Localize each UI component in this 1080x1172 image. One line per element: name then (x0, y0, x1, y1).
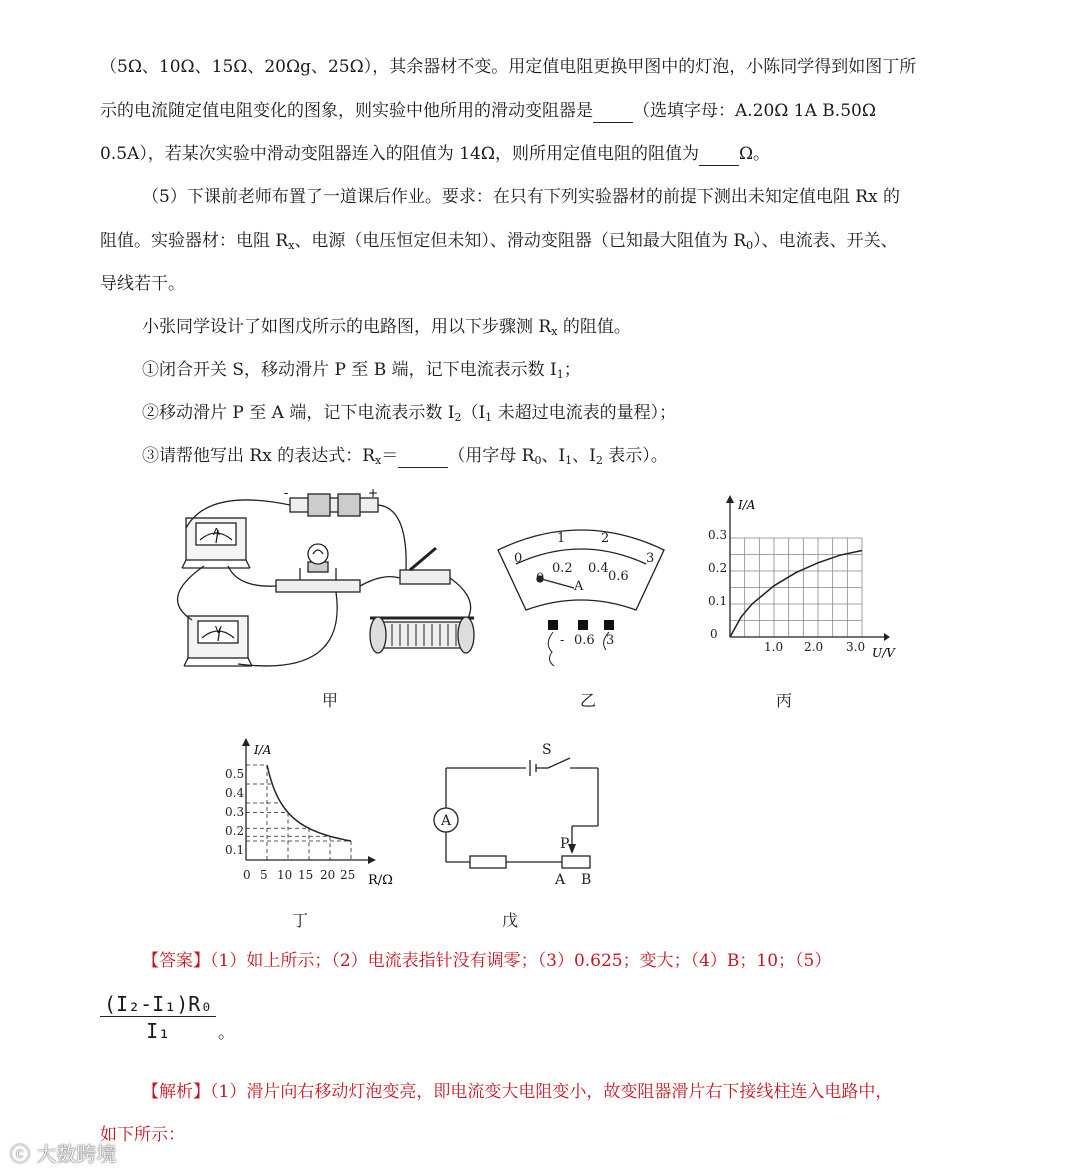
step-3: ③请帮他写出 Rx 的表达式：$R_x=$ （用字母 $R_0$、$I_1$、$I_2$ 表示）。 (142, 446, 668, 467)
para1-line1: （5Ω、10Ω、15Ω、20Ωg、25Ω），其余器材不变。用定值电阻更换甲图中的灯泡，小陈同学得到如图丁所 (100, 57, 917, 77)
caption-jia: 甲 (322, 691, 339, 710)
ding-ytick-02: 0.2 (225, 824, 245, 838)
answer-fraction (100, 992, 216, 1043)
yi-small-06: 0.6 (608, 569, 629, 584)
ding-xtick-20: 20 (320, 868, 336, 882)
caption-ding: 丁 (292, 911, 309, 930)
bing-xlabel: U/V (872, 646, 895, 660)
ding-ytick-05: 0.5 (225, 767, 245, 781)
watermark: ⓒ 大数跨境 (10, 1142, 117, 1166)
wu-end-a-label: A (555, 872, 566, 888)
watermark-icon: ⓒ (10, 1142, 30, 1166)
step-1: ①闭合开关 S，移动滑片 P 至 B 端，记下电流表示数 $I_1$； (142, 360, 581, 381)
para1-line2: 示的电流随定值电阻变化的图象，则实验中他所用的滑动变阻器是 （选填字母：A.20Ω 1A B.50Ω (100, 101, 876, 121)
yi-small-0: 0 (536, 571, 545, 586)
wu-ammeter-label: A (441, 813, 452, 829)
jia-minus-label: - (284, 486, 289, 500)
ding-ylabel: I/A (254, 743, 272, 757)
answer-blank-3 (398, 445, 448, 468)
wu-end-b-label: B (581, 872, 592, 888)
caption-bing: 丙 (776, 691, 793, 710)
ding-xlabel: R/Ω (368, 873, 393, 888)
figure-wu-circuit (430, 738, 610, 888)
jia-ammeter-label: A (213, 527, 220, 538)
yi-terminal-06: 0.6 (574, 633, 595, 648)
bing-ylabel: I/A (738, 498, 756, 512)
para2-line1: （5）下课前老师布置了一道课后作业。要求：在只有下列实验器材的前提下测出未知定值电阻 Rx 的 (142, 187, 901, 207)
yi-unit-label: A (574, 579, 584, 594)
caption-yi: 乙 (580, 691, 597, 710)
figure-ding-chart (222, 738, 402, 888)
answer-blank-1 (593, 100, 633, 123)
figure-bing-chart (700, 495, 895, 665)
bing-xtick-1: 1.0 (764, 640, 784, 654)
jia-voltmeter-label: V (215, 625, 222, 636)
fraction-numerator: (I₂-I₁)R₀ (100, 992, 216, 1017)
yi-tick-2: 2 (601, 531, 610, 546)
answer-blank-2 (699, 143, 739, 166)
bing-ytick-02: 0.2 (708, 561, 728, 575)
yi-tick-3: 3 (646, 551, 655, 566)
ding-xtick-5: 5 (260, 868, 268, 882)
para2-line3: 导线若干。 (100, 274, 185, 294)
step-2: ②移动滑片 P 至 A 端，记下电流表示数 $I_2(I_1$ 未超过电流表的量程）； (142, 403, 677, 424)
yi-tick-1: 1 (557, 531, 566, 546)
bing-series-line (730, 551, 862, 638)
jia-plus-label: + (368, 486, 379, 500)
para1-line3: 0.5A），若某次实验中滑动变阻器连入的阻值为 14Ω，则所用定值电阻的阻值为 Ω。 (100, 144, 771, 164)
ding-ytick-01: 0.1 (225, 843, 245, 857)
para2-line2: 阻值。实验器材：电阻 $R_x$、电源（电压恒定但未知）、滑动变阻器（已知最大阻值为 $R_0$）、电流表、开关、 (100, 231, 898, 252)
wu-switch-label: S (542, 742, 552, 758)
para3: 小张同学设计了如图戊所示的电路图，用以下步骤测 $R_x$ 的阻值。 (142, 317, 631, 338)
bing-ytick-0: 0 (710, 627, 718, 641)
bing-ytick-03: 0.3 (708, 528, 728, 542)
yi-small-02: 0.2 (552, 561, 573, 576)
ding-xtick-0: 0 (243, 868, 251, 882)
yi-terminal-minus: - (560, 633, 565, 648)
yi-tick-0: 0 (514, 551, 523, 566)
ding-xtick-25: 25 (340, 868, 356, 882)
wu-slider-label: P (560, 836, 570, 852)
ding-xtick-15: 15 (298, 868, 314, 882)
caption-wu: 戊 (502, 911, 519, 930)
figure-yi-ammeter (496, 520, 666, 670)
ding-ytick-04: 0.4 (225, 786, 245, 800)
ding-xtick-10: 10 (277, 868, 293, 882)
answer-period: 。 (218, 1023, 235, 1043)
analysis-line1: 【解析】（1）滑片向右移动灯泡变亮，即电流变大电阻变小，故变阻器滑片右下接线柱连入电路中， (142, 1082, 893, 1102)
bing-ytick-01: 0.1 (708, 594, 728, 608)
analysis-line2: 如下所示： (100, 1125, 185, 1145)
ding-ytick-03: 0.3 (225, 805, 245, 819)
yi-terminal-3: 3 (606, 633, 615, 648)
fraction-denominator: I₁ (146, 1019, 171, 1043)
bing-xtick-2: 2.0 (804, 640, 824, 654)
bing-xtick-3: 3.0 (846, 640, 866, 654)
yi-small-04: 0.4 (588, 561, 609, 576)
answer-line: 【答案】（1）如上所示；（2）电流表指针没有调零；（3）0.625；变大；（4）B；10；（5） (142, 951, 832, 971)
figure-jia-apparatus (178, 488, 478, 678)
